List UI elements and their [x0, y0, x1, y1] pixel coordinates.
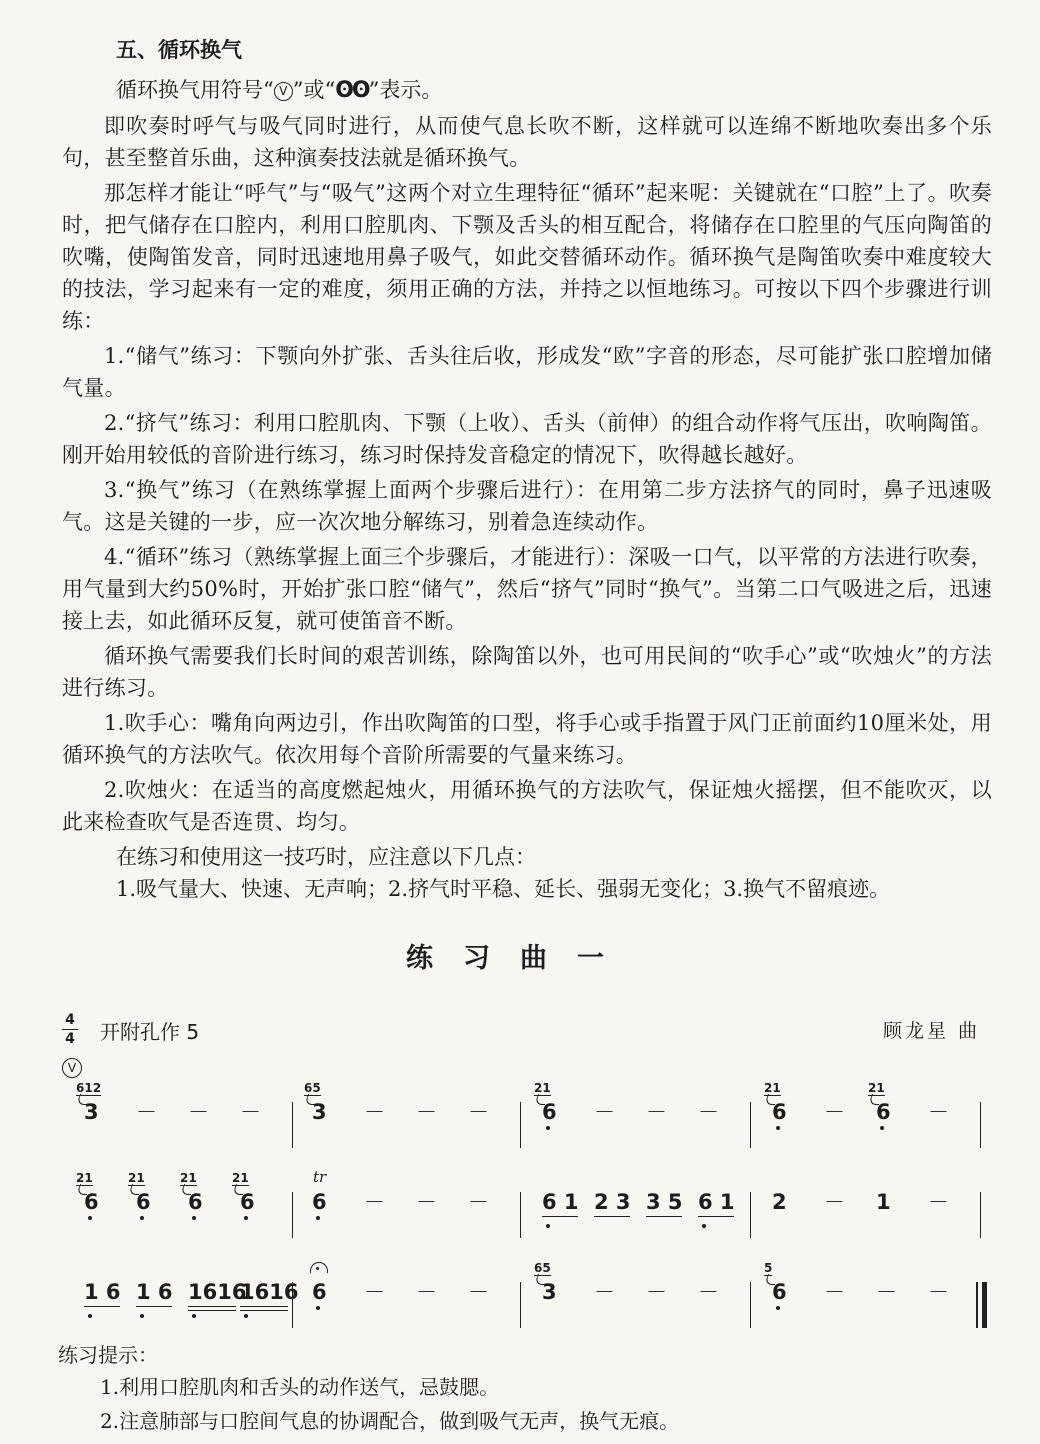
grace-note: 5	[764, 1261, 773, 1275]
duration-dash: －	[594, 1100, 615, 1124]
duration-dash: －	[468, 1190, 489, 1214]
octave-dot	[546, 1224, 550, 1228]
grace-note: 21	[128, 1171, 145, 1185]
score-note: 1 6	[136, 1280, 173, 1304]
barline	[976, 1282, 978, 1328]
beam-line	[240, 1310, 288, 1311]
duration-dash: －	[928, 1190, 949, 1214]
symbol-intro-middle: ”或“	[292, 78, 336, 102]
paragraph: 那怎样才能让“呼气”与“吸气”这两个对立生理特征“循环”起来呢：关键就在“口腔”上了。吹奏时，把气储存在口腔内，利用口腔肌肉、下颚及舌头的相互配合，将储存在口腔里的气压向陶笛的吹嘴，使陶笛发音，同时迅速地用鼻子吸气，如此交替循环动作。循环换气是陶笛吹奏中难度较大的技法，学习起来有一定的难度，须用正确的方法，并持之以恒地练习。可按以下四个步骤进行训练：	[62, 181, 992, 333]
score-note: 2 3	[594, 1190, 631, 1214]
score-note: 1616	[240, 1280, 299, 1304]
octave-dot	[546, 1126, 550, 1130]
grace-note: 21	[180, 1171, 197, 1185]
octave-dot	[316, 1306, 320, 1310]
score-note: 6	[772, 1100, 787, 1124]
score-note: 3	[84, 1100, 99, 1124]
octave-dot	[776, 1306, 780, 1310]
duration-dash: －	[364, 1280, 385, 1304]
score-note: 3	[542, 1280, 557, 1304]
duration-dash: －	[698, 1280, 719, 1304]
score-note: 6	[84, 1190, 99, 1214]
score-note: 6 1	[698, 1190, 735, 1214]
step-paragraph: 1.“储气”练习：下颚向外扩张、舌头往后收，形成发“欧”字音的形态，尽可能扩张口腔增加储气量。	[62, 344, 992, 400]
beam-line	[698, 1216, 734, 1217]
barline	[292, 1282, 293, 1328]
duration-dash: －	[698, 1100, 719, 1124]
duration-dash: －	[928, 1280, 949, 1304]
notes-intro: 在练习和使用这一技巧时，应注意以下几点：	[116, 845, 536, 869]
hint-line: 2.注意肺部与口腔间气息的协调配合，做到吸气无声，换气无痕。	[100, 1409, 680, 1433]
method-paragraph: 1.吹手心：嘴角向两边引，作出吹陶笛的口型，将手心或手指置于风门正前面约10厘米处，用循环换气的方法吹气。依次用每个音阶所需要的气量来练习。	[62, 711, 992, 767]
beam-line	[188, 1310, 236, 1311]
score-note: 6	[772, 1280, 787, 1304]
score-note: 3	[312, 1100, 327, 1124]
score-note: 1616	[188, 1280, 247, 1304]
score-row	[60, 1170, 990, 1260]
grace-note: 21	[764, 1081, 781, 1095]
score-note: 6	[188, 1190, 203, 1214]
symbol-intro-line	[116, 74, 992, 107]
notes-points: 1.吸气量大、快速、无声响；2.挤气时平稳、延长、强弱无变化；3.换气不留痕迹。	[116, 877, 891, 901]
jianpu-score	[60, 1080, 990, 1350]
octave-dot	[88, 1216, 92, 1220]
duration-dash: －	[646, 1100, 667, 1124]
barline	[520, 1102, 521, 1148]
duration-dash: －	[824, 1100, 845, 1124]
time-sig-top: 4	[65, 1012, 75, 1028]
fingering-label: 开附孔作	[100, 1020, 180, 1044]
score-note: 6	[542, 1100, 557, 1124]
circular-breath-icon: V	[62, 1058, 82, 1078]
score-note: 1 6	[84, 1280, 121, 1304]
beam-line	[646, 1216, 682, 1217]
octave-dot	[244, 1216, 248, 1220]
piece-title: 练习曲一	[406, 943, 634, 974]
score-row	[60, 1260, 990, 1350]
beam-line	[594, 1216, 630, 1217]
octave-dot	[702, 1224, 706, 1228]
grace-note: 65	[304, 1081, 321, 1095]
hints-title: 练习提示：	[58, 1343, 158, 1367]
score-note: 6	[312, 1190, 327, 1214]
duration-dash: －	[416, 1100, 437, 1124]
octave-dot	[192, 1216, 196, 1220]
duration-dash: －	[136, 1100, 157, 1124]
duration-dash: －	[824, 1190, 845, 1214]
score-note: 6	[240, 1190, 255, 1214]
time-sig-bottom: 4	[65, 1031, 75, 1047]
circle-v-icon: V	[274, 82, 293, 101]
score-note: 6 1	[542, 1190, 579, 1214]
duration-dash: －	[928, 1100, 949, 1124]
grace-note: 21	[534, 1081, 551, 1095]
grace-note: 21	[76, 1171, 93, 1185]
barline	[750, 1192, 751, 1238]
duration-dash: －	[188, 1100, 209, 1124]
beam-line	[136, 1306, 172, 1307]
score-note: 3 5	[646, 1190, 683, 1214]
symbol-intro-after: ”表示。	[368, 78, 443, 102]
fingering-instruction	[100, 1016, 199, 1045]
grace-note: 612	[76, 1081, 102, 1095]
barline	[980, 1102, 981, 1148]
octave-dot	[244, 1314, 248, 1318]
octave-dot	[140, 1314, 144, 1318]
trill-mark: tr	[313, 1168, 327, 1186]
barline	[292, 1102, 293, 1148]
final-barline	[982, 1282, 987, 1328]
duration-dash: －	[594, 1280, 615, 1304]
grace-note: 21	[232, 1171, 249, 1185]
octave-dot	[192, 1314, 196, 1318]
duration-dash: －	[364, 1100, 385, 1124]
paragraph: 循环换气需要我们长时间的艰苦训练，除陶笛以外，也可用民间的“吹手心”或“吹烛火”的方法进行练习。	[62, 644, 992, 700]
symbol-intro-before: 循环换气用符号“	[116, 78, 274, 102]
score-header	[60, 1012, 980, 1052]
duration-dash: －	[240, 1100, 261, 1124]
score-note: 1	[876, 1190, 891, 1214]
step-paragraph: 3.“换气”练习（在熟练掌握上面两个步骤后进行）：在用第二步方法挤气的同时，鼻子迅速吸气。这是关键的一步，应一次次地分解练习，别着急连续动作。	[62, 478, 992, 534]
score-note: 6	[136, 1190, 151, 1214]
octave-dot	[140, 1216, 144, 1220]
beam-line	[188, 1306, 236, 1307]
duration-dash: －	[824, 1280, 845, 1304]
hint-line: 1.利用口腔肌肉和舌头的动作送气，忌鼓腮。	[100, 1375, 500, 1399]
grace-note: 65	[534, 1261, 551, 1275]
composer: 顾龙星 曲	[882, 1020, 980, 1042]
beam-line	[84, 1306, 120, 1307]
barline	[750, 1282, 751, 1328]
beam-line	[240, 1306, 288, 1307]
duration-dash: －	[468, 1280, 489, 1304]
grace-note: 21	[868, 1081, 885, 1095]
duration-dash: －	[416, 1280, 437, 1304]
duration-dash: －	[416, 1190, 437, 1214]
step-paragraph: 2.“挤气”练习：利用口腔肌肉、下颚（上收）、舌头（前伸）的组合动作将气压出，吹响陶笛。刚开始用较低的音阶进行练习，练习时保持发音稳定的情况下，吹得越长越好。	[62, 411, 992, 467]
duration-dash: －	[364, 1190, 385, 1214]
method-paragraph: 2.吹烛火：在适当的高度燃起烛火，用循环换气的方法吹气，保证烛火摇摆，但不能吹灭，以此来检查吹气是否连贯、均匀。	[62, 778, 992, 834]
section-text	[62, 34, 992, 905]
practice-hints	[58, 1340, 988, 1438]
barline	[292, 1192, 293, 1238]
time-signature	[60, 1012, 80, 1047]
double-loop-icon: ʘʘ	[335, 78, 369, 103]
section-title: 五、循环换气	[116, 38, 242, 62]
barline	[980, 1192, 981, 1238]
octave-dot	[776, 1126, 780, 1130]
score-row	[60, 1080, 990, 1170]
octave-dot	[880, 1126, 884, 1130]
barline	[520, 1282, 521, 1328]
step-paragraph: 4.“循环”练习（熟练掌握上面三个步骤后，才能进行）：深吸一口气，以平常的方法进行吹奏，用气量到大约50%时，开始扩张口腔“储气”，然后“挤气”同时“换气”。当第二口气吸进之后，迅速接上去，如此循环反复，就可使笛音不断。	[62, 545, 992, 633]
score-note: 6	[876, 1100, 891, 1124]
score-note: 6	[312, 1280, 327, 1304]
fermata-icon	[310, 1262, 328, 1273]
barline	[520, 1192, 521, 1238]
duration-dash: －	[468, 1100, 489, 1124]
octave-dot	[88, 1314, 92, 1318]
duration-dash: －	[876, 1280, 897, 1304]
octave-dot	[316, 1216, 320, 1220]
fingering-note: 5	[186, 1020, 200, 1044]
duration-dash: －	[646, 1280, 667, 1304]
score-note: 2	[772, 1190, 787, 1214]
beam-line	[542, 1216, 578, 1217]
barline	[750, 1102, 751, 1148]
paragraph: 即吹奏时呼气与吸气同时进行，从而使气息长吹不断，这样就可以连绵不断地吹奏出多个乐句，甚至整首乐曲，这种演奏技法就是循环换气。	[62, 114, 992, 170]
